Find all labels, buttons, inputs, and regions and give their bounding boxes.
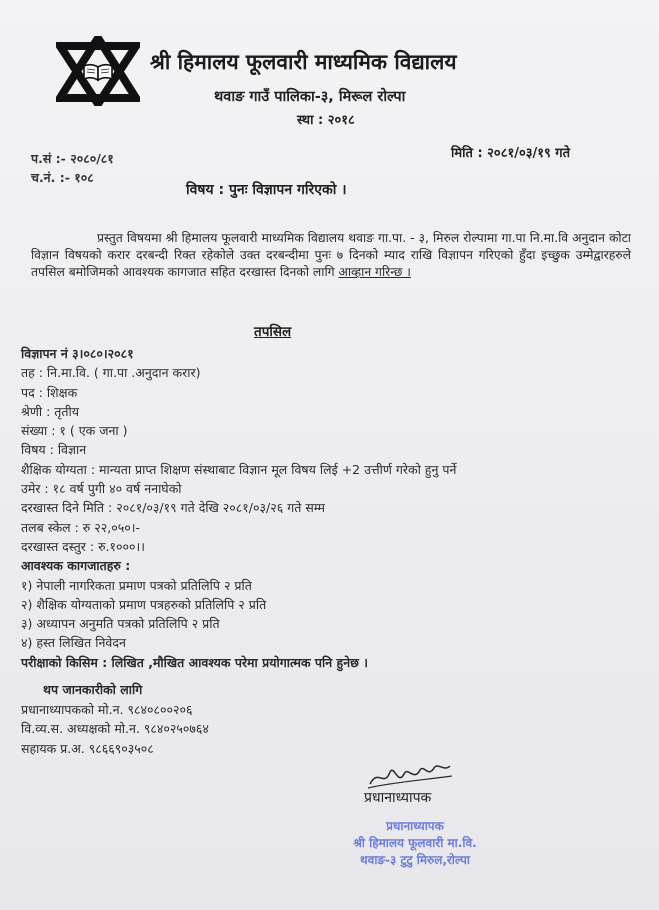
contact-assistant: सहायक प्र.अ. ९८६६९०३५०८: [21, 740, 154, 756]
detail-age: उमेर : १८ वर्ष पुगी ४० वर्ष ननाघेको: [21, 481, 182, 497]
school-stamp: [340, 818, 490, 869]
letter-subject: विषय : पुनः विज्ञापन गरिएको ।: [186, 182, 347, 198]
body-line: आव्हान गरिन्छ ।: [338, 265, 411, 279]
contact-section: [21, 680, 209, 758]
body-paragraph: [31, 230, 631, 281]
detail-count: संख्या : १ ( एक जना ): [21, 423, 128, 439]
exam-type: परीक्षाको किसिम : लिखित ,मौखित आवश्यक परेमा प्रयोगात्मक पनि हुनेछ ।: [21, 654, 368, 670]
dispatch-number: च.नं. :- १०८: [31, 170, 94, 185]
school-name: श्री हिमालय फूलवारी माध्यमिक विद्यालय: [150, 50, 457, 74]
detail-post: पद : शिक्षक: [21, 384, 78, 400]
document-item: ३) अध्यापन अनुमति पत्रको प्रतिलिपि २ प्रति: [21, 616, 220, 632]
advertisement-number: विज्ञापन नं ३।०८०।२०८१: [21, 346, 134, 361]
detail-application-fee: दरखास्त दस्तुर : रु.१०००।।: [21, 538, 145, 554]
body-line: प्रस्तुत विषयमा श्री हिमालय फूलवारी माध्यमिक विद्यालय थवाङ गा.पा. - ३, मिरुल रोल्पामा गा.पा: [97, 231, 526, 245]
school-address: थवाङ गाउँ पालिका-३, मिरूल रोल्पा: [214, 89, 406, 105]
detail-salary-scale: तलब स्केल : रु २२,०५०।-: [21, 519, 140, 535]
stamp-line: थवाङ-३ टुटु मिरुल,रोल्पा: [359, 853, 470, 867]
contact-smc-chair: वि.व्य.स. अध्यक्षको मो.न. ९८४०२५०७६४: [21, 721, 209, 736]
detail-application-date: दरखास्त दिने मिति : २०८१/०३/१९ गते देखि २०८१/०३/२६ गते सम्म: [21, 500, 325, 516]
letter-reference-number: प.सं :- २०८०/८१: [31, 151, 114, 166]
document-item: ४) हस्त लिखित निवेदन: [21, 635, 126, 651]
body-line: नि.मा.वि अनुदान कोटा विज्ञान विषयको करार दरबन्दी रिक्त रहेकोले उक्त दरबन्दीमा पुनः ७ दिनको म्याद राखि: [31, 231, 631, 262]
body-line: विज्ञापन गरिएको हुँदा इच्छुक उम्मेद्वारहरुले तपसिल बमोजिमको आवश्यक कागजात सहित दरखास्त दिनको लागि: [31, 248, 631, 279]
documents-heading: आवश्यक कागजातहरु :: [21, 558, 131, 574]
signatory-title: प्रधानाध्यापक: [364, 790, 432, 806]
contact-principal: प्रधानाध्यापकको मो.न. ९८४०८००२०६: [21, 701, 193, 717]
stamp-line: प्रधानाध्यापक: [386, 819, 444, 833]
detail-subject: विषय : विज्ञान: [21, 442, 87, 458]
detail-grade: श्रेणी : तृतीय: [21, 403, 80, 419]
school-logo-star-icon: [56, 36, 140, 106]
letter-date: मिति : २०८१/०३/१९ गते: [451, 146, 570, 161]
contact-heading: थप जानकारीको लागि: [43, 682, 143, 697]
document-item: २) शैक्षिक योग्यताको प्रमाण पत्रहरुको प्रतिलिपि २ प्रति: [21, 596, 267, 612]
detail-qualification: शैक्षिक योग्यता : मान्यता प्राप्त शिक्षण संस्थाबाट विज्ञान मूल विषय लिई +2 उत्तीर्ण गरेको हुनु पर्ने: [21, 461, 457, 477]
details-heading: तपसिल: [254, 324, 292, 340]
details-list: [21, 344, 641, 672]
stamp-line: श्री हिमालय फूलवारी मा.वि.: [353, 836, 477, 850]
established-year: स्था : २०१८: [297, 113, 355, 128]
detail-level: तह : नि.मा.वि. ( गा.पा .अनुदान करार): [21, 365, 201, 381]
document-item: १) नेपाली नागरिकता प्रमाण पत्रको प्रतिलिपि २ प्रति: [21, 577, 252, 593]
